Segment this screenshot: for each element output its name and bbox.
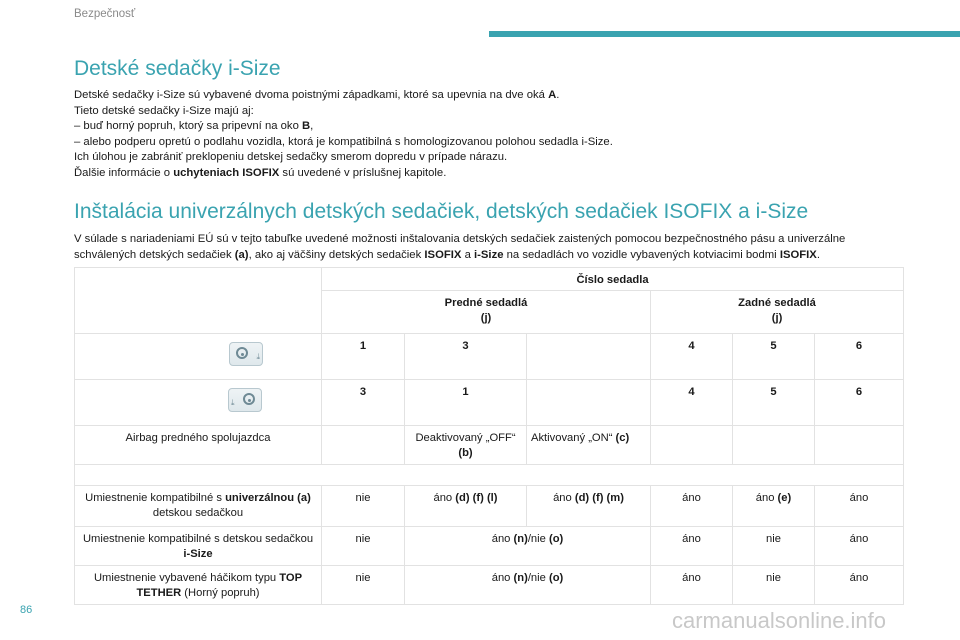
table-row [75,486,904,527]
vehicle-config-cell [75,380,322,426]
table-row [75,527,904,566]
table-cell: nie [322,486,405,527]
table-cell: áno (d) (f) (l) [405,486,527,527]
intro-line: Detské sedačky i-Size sú vybavené dvoma poistnými západkami, ktoré sa upevnia na dve oká A. [74,89,560,101]
table-cell: áno [815,566,904,605]
seat-compatibility-table [74,267,904,605]
table-cell [815,426,904,465]
table-header-row [75,268,904,291]
row-label: Umiestnenie kompatibilné s detskou sedačkou i-Size [75,527,322,566]
table-row [75,380,904,426]
intro-paragraph [74,88,894,182]
table-cell: áno (n)/nie (o) [405,527,651,566]
table-cell: 4 [651,380,733,426]
table-cell: áno [651,566,733,605]
table-cell: áno [815,527,904,566]
seat-number-header: Číslo sedadla [322,268,904,291]
airbag-off-cell: Deaktivovaný „OFF“ (b) [405,426,527,465]
table-cell [75,465,904,486]
table-cell [651,426,733,465]
table-cell: 5 [733,334,815,380]
table-cell [527,334,651,380]
section-title-isize: Detské sedačky i-Size [74,57,281,80]
table-cell: áno (n)/nie (o) [405,566,651,605]
table-cell: nie [322,566,405,605]
table-corner-cell [75,268,322,334]
page-number: 86 [20,604,33,616]
table-cell: áno [815,486,904,527]
header-accent-bar [489,31,960,37]
table-row [75,334,904,380]
table-cell: nie [733,527,815,566]
steering-wheel-airbag-icon: ⤓ [229,342,263,366]
installation-lead-paragraph: V súlade s nariadeniami EÚ sú v tejto tabuľke uvedené možnosti inštalovania detských sedačiek zaistených pomocou bezpečnostného pásu a univerzálne schválených detských sedačiek (a), ako aj väčšiny detských sedačiek ISOFIX a i-Size na sedadlách vo vozidle vybavených kotviacimi bodmi ISOFIX. [74,233,846,261]
intro-line: Tieto detské sedačky i-Size majú aj: [74,104,254,117]
section-title-installation: Inštalácia univerzálnych detských sedačiek, detských sedačiek ISOFIX a i-Size [74,200,809,223]
steering-wheel-airbag-icon: ⤓ [228,388,262,412]
table-cell [733,426,815,465]
vehicle-config-cell [75,334,322,380]
table-row [75,426,904,465]
intro-line: – buď horný popruh, ktorý sa pripevní na oko B, [74,120,314,133]
table-cell: 1 [405,380,527,426]
table-cell: nie [322,527,405,566]
table-cell: 3 [322,380,405,426]
table-cell: nie [733,566,815,605]
table-cell: áno [651,527,733,566]
row-label: Umiestnenie kompatibilné s univerzálnou (a) detskou sedačkou [75,486,322,527]
rear-seats-header: Zadné sedadlá (j) [651,291,904,334]
table-cell: áno (e) [733,486,815,527]
table-cell: 6 [815,334,904,380]
table-cell [322,426,405,465]
table-row [75,566,904,605]
table-cell [527,380,651,426]
table-cell: 3 [405,334,527,380]
table-spacer-row [75,465,904,486]
section-label: Bezpečnosť [74,8,136,20]
airbag-label: Airbag predného spolujazdca [75,426,322,465]
table-cell: 5 [733,380,815,426]
watermark: carmanualsonline.info [672,608,887,633]
table-cell: áno [651,486,733,527]
intro-line: Ich úlohou je zabrániť preklopeniu detskej sedačky smerom dopredu v prípade nárazu. [74,151,508,164]
intro-line: Ďalšie informácie o uchyteniach ISOFIX sú uvedené v príslušnej kapitole. [74,166,447,179]
airbag-on-cell: Aktivovaný „ON“ (c) [527,426,651,465]
intro-line: – alebo podperu opretú o podlahu vozidla, ktorá je kompatibilná s homologizovanou polohou sedadla i-Size. [74,135,613,148]
row-label: Umiestnenie vybavené háčikom typu TOP TETHER (Horný popruh) [75,566,322,605]
table-cell: 6 [815,380,904,426]
front-seats-header: Predné sedadlá (j) [322,291,651,334]
table-cell: 1 [322,334,405,380]
table-cell: 4 [651,334,733,380]
table-cell: áno (d) (f) (m) [527,486,651,527]
